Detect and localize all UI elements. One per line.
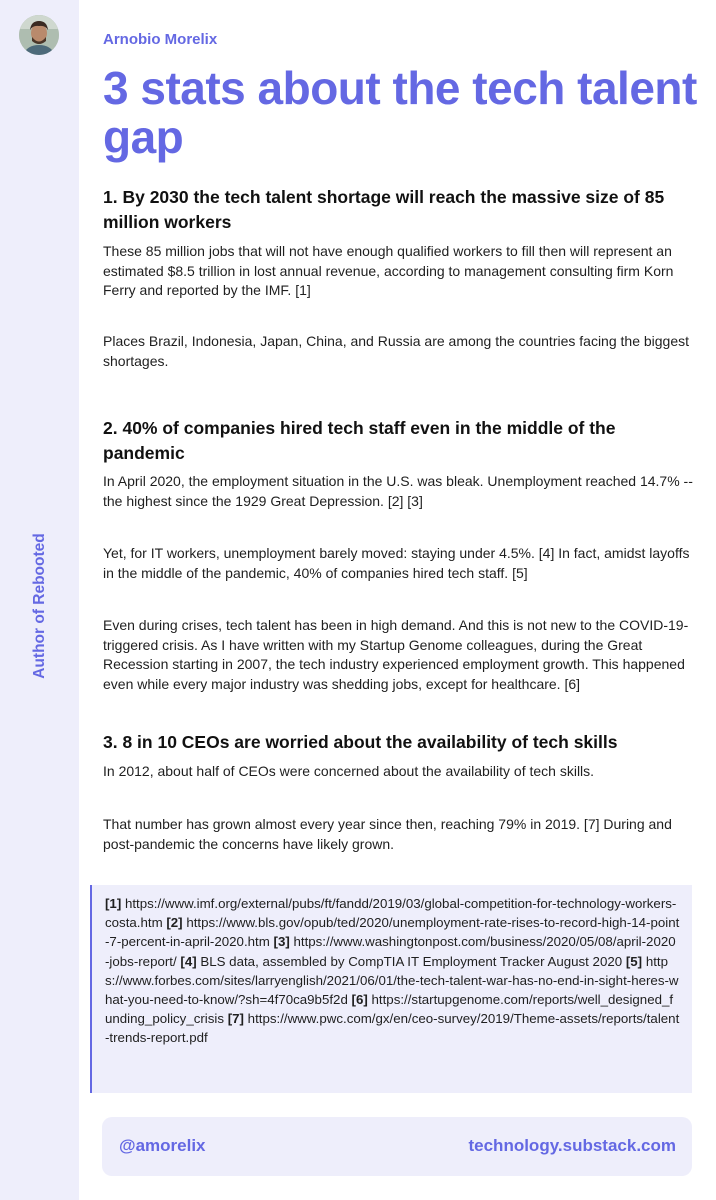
reference-label: [3]	[273, 934, 290, 950]
references-box	[90, 885, 692, 1093]
sidebar	[0, 0, 79, 1200]
reference-link[interactable]: https://www.pwc.com/gx/en/ceo-survey/2019/Theme-assets/reports/talent-trends-report.pdf	[105, 1011, 680, 1046]
reference-label: [7]	[227, 1011, 244, 1027]
author-tagline: Author of Rebooted	[31, 533, 48, 679]
footer-bar	[102, 1117, 692, 1176]
reference-link[interactable]: https://www.washingtonpost.com/business/2020/05/08/april-2020-jobs-report/	[105, 934, 676, 969]
reference-text: BLS data, assembled by CompTIA IT Employment Tracker August 2020	[200, 953, 623, 969]
section-2-paragraph: In April 2020, the employment situation in the U.S. was bleak. Unemployment reached 14.7% -- the highest since the 1929 Great Depression. [2] [3]	[103, 473, 693, 509]
reference-link[interactable]: https://www.forbes.com/sites/larryenglish/2021/06/01/the-tech-talent-war-has-no-end-in-sight-heres-what-you-need-to-know/?sh=4f70ca9b5f2d	[105, 953, 679, 1008]
section-3-heading: 3. 8 in 10 CEOs are worried about the availability of tech skills	[103, 732, 618, 752]
avatar	[19, 15, 59, 55]
section-2-paragraph: Yet, for IT workers, unemployment barely moved: staying under 4.5%. [4] In fact, amidst layoffs in the middle of the pandemic, 40% of companies hired tech staff. [5]	[103, 545, 690, 581]
reference-link[interactable]: https://startupgenome.com/reports/well_designed_funding_policy_crisis	[105, 992, 674, 1027]
section-3-paragraph: That number has grown almost every year since then, reaching 79% in 2019. [7] During and post-pandemic the concerns have likely grown.	[103, 816, 672, 852]
substack-site-link[interactable]: technology.substack.com	[468, 1136, 676, 1155]
section-1-paragraph: Places Brazil, Indonesia, Japan, China, and Russia are among the countries facing the biggest shortages.	[103, 333, 690, 369]
author-name: Arnobio Morelix	[103, 31, 218, 48]
section-2-paragraph: Even during crises, tech talent has been in high demand. And this is not new to the COVID-19-triggered crisis. As I have written with my Startup Genome colleagues, during the Great Recession starting in 2007, the tech industry experienced employment growth. This happened even while every major industry was shedding jobs, except for healthcare. [6]	[103, 617, 689, 692]
reference-label: [1]	[105, 896, 122, 911]
page-title: 3 stats about the tech talent gap	[103, 62, 697, 163]
reference-label: [4]	[180, 953, 197, 969]
reference-label: [2]	[166, 915, 183, 931]
twitter-handle-link[interactable]: @amorelix	[119, 1136, 206, 1155]
reference-label: [5]	[625, 953, 643, 969]
section-1-paragraph: These 85 million jobs that will not have enough qualified workers to fill then will represent an estimated $8.5 trillion in lost annual revenue, according to management consulting firm Korn Ferry and reported by the IMF. [1]	[103, 243, 674, 298]
reference-label: [6]	[351, 992, 368, 1008]
author-portrait-icon	[19, 15, 59, 55]
reference-link[interactable]: https://www.bls.gov/opub/ted/2020/unemployment-rate-rises-to-record-high-14-point-7-percent-in-april-2020.htm	[105, 915, 680, 950]
reference-link[interactable]: https://www.imf.org/external/pubs/ft/fandd/2019/03/global-competition-for-technology-workers-costa.htm	[105, 896, 677, 931]
section-2-heading: 2. 40% of companies hired tech staff even in the middle of the pandemic	[103, 418, 616, 463]
section-1-heading: 1. By 2030 the tech talent shortage will reach the massive size of 85 million workers	[103, 187, 665, 232]
section-3-paragraph: In 2012, about half of CEOs were concerned about the availability of tech skills.	[103, 763, 595, 779]
